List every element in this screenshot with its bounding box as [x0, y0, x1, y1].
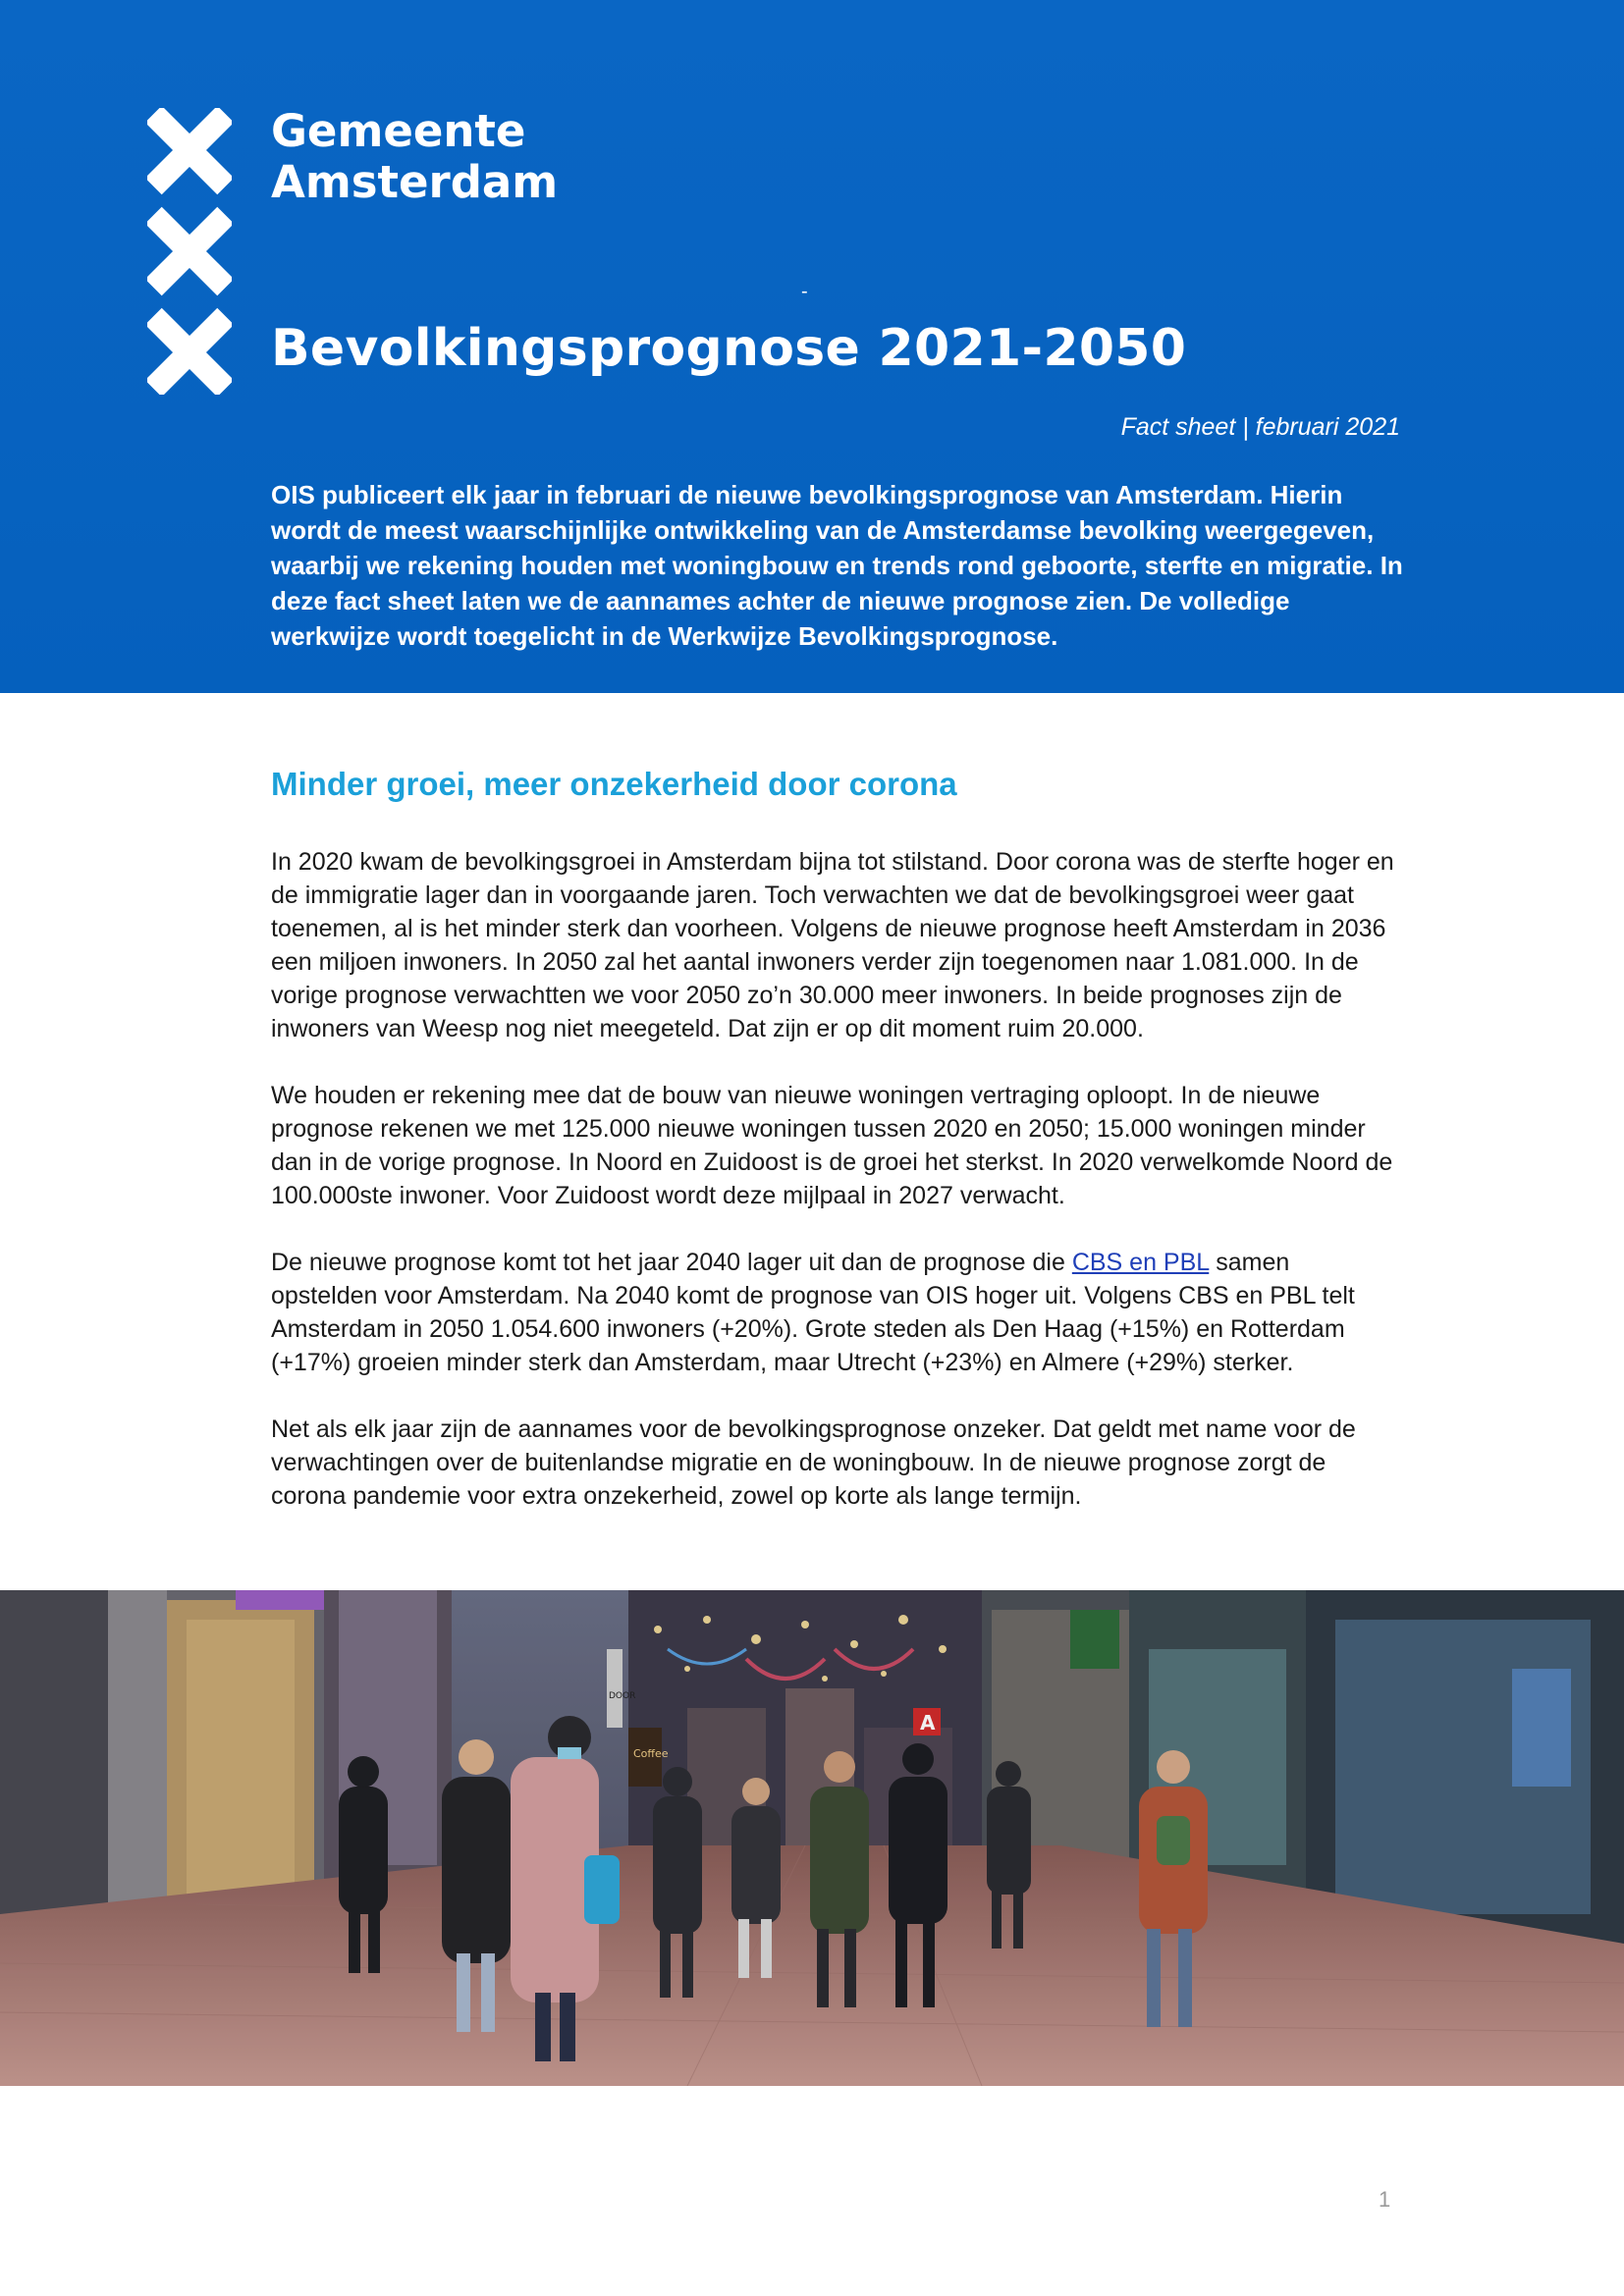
logo-wordmark: [271, 106, 558, 208]
title-separator: -: [801, 281, 808, 302]
door-sign: DOOR: [609, 1691, 636, 1701]
paragraph-3: [271, 1246, 1400, 1379]
logo-line-1: Gemeente: [271, 105, 526, 157]
logo-line-2: Amsterdam: [271, 156, 559, 208]
intro-paragraph: OIS publiceert elk jaar in februari de nieuwe bevolkingsprognose van Amsterdam. Hierin wordt de meest waarschijnlijke ontwikkeling van de Amsterdamse bevolking weergegeven, waarbij we rekening houden met woningbouw en trends rond geboorte, sterfte en migratie. In deze fact sheet laten we de aannames achter de nieuwe prognose zien. De volledige werkwijze wordt toegelicht in de Werkwijze Bevolkingsprognose.: [271, 480, 1403, 651]
coffee-sign: Coffee: [633, 1747, 669, 1760]
paragraph-1: In 2020 kwam de bevolkingsgroei in Amsterdam bijna tot stilstand. Door corona was de sterfte hoger en de immigratie lager dan in voorgaande jaren. Toch verwachten we dat de bevolkingsgroei weer gaat toenemen, al is het minder sterk dan voorheen. Volgens de nieuwe prognose heeft Amsterdam in 2036 een miljoen inwoners. In 2050 zal het aantal inwoners verder zijn toegenomen naar 1.081.000. In de vorige prognose verwachtten we voor 2050 zo’n 30.000 meer inwoners. In beide prognoses zijn de inwoners van Weesp nog niet meegeteld. Dat zijn er op dit moment ruim 20.000.: [271, 848, 1394, 1042]
store-a-sign: A: [920, 1711, 936, 1735]
cbs-pbl-link[interactable]: CBS en PBL: [1071, 1249, 1210, 1276]
paragraph-3-end: samen opstelden voor Amsterdam. Na 2040 komt de prognose van OIS hoger uit. Volgens CBS en PBL telt Amsterdam in 2050 1.054.600 inwoners (+20%). Grote steden als Den Haag (+15%) en Rotterdam (+17%) groeien minder sterk dan Amsterdam, maar Utrecht (+23%) en Almere (+29%) sterker.: [271, 1249, 1355, 1376]
paragraph-2: We houden er rekening mee dat de bouw van nieuwe woningen vertraging oploopt. In de nieuwe prognose rekenen we met 125.000 nieuwe woningen tussen 2020 en 2050; 15.000 woningen minder dan in de vorige prognose. In Noord en Zuidoost is de groei het sterkst. In 2020 verwelkomde Noord de 100.000ste inwoner. Voor Zuidoost wordt deze mijlpaal in 2027 verwacht.: [271, 1082, 1393, 1209]
paragraph-4: Net als elk jaar zijn de aannames voor de bevolkingsprognose onzeker. Dat geldt met name voor de verwachtingen over de buitenlandse migratie en de woningbouw. In de nieuwe prognose zorgt de corona pandemie voor extra onzekerheid, zowel op korte als lange termijn.: [271, 1415, 1356, 1510]
street-scene-illustration: [0, 1590, 1624, 2086]
page-number: 1: [1379, 2187, 1391, 2212]
page-title: Bevolkingsprognose 2021-2050: [271, 319, 1187, 378]
body-text: [271, 845, 1400, 1546]
andreas-cross-icon: [147, 108, 232, 395]
paragraph-3-start: De nieuwe prognose komt tot het jaar 2040 lager uit dan de prognose die: [271, 1249, 1072, 1276]
document-subtitle: Fact sheet | februari 2021: [1120, 413, 1400, 441]
section-heading: Minder groei, meer onzekerheid door corona: [271, 766, 957, 802]
street-photo: [0, 1590, 1624, 2086]
header-banner: [0, 0, 1624, 693]
